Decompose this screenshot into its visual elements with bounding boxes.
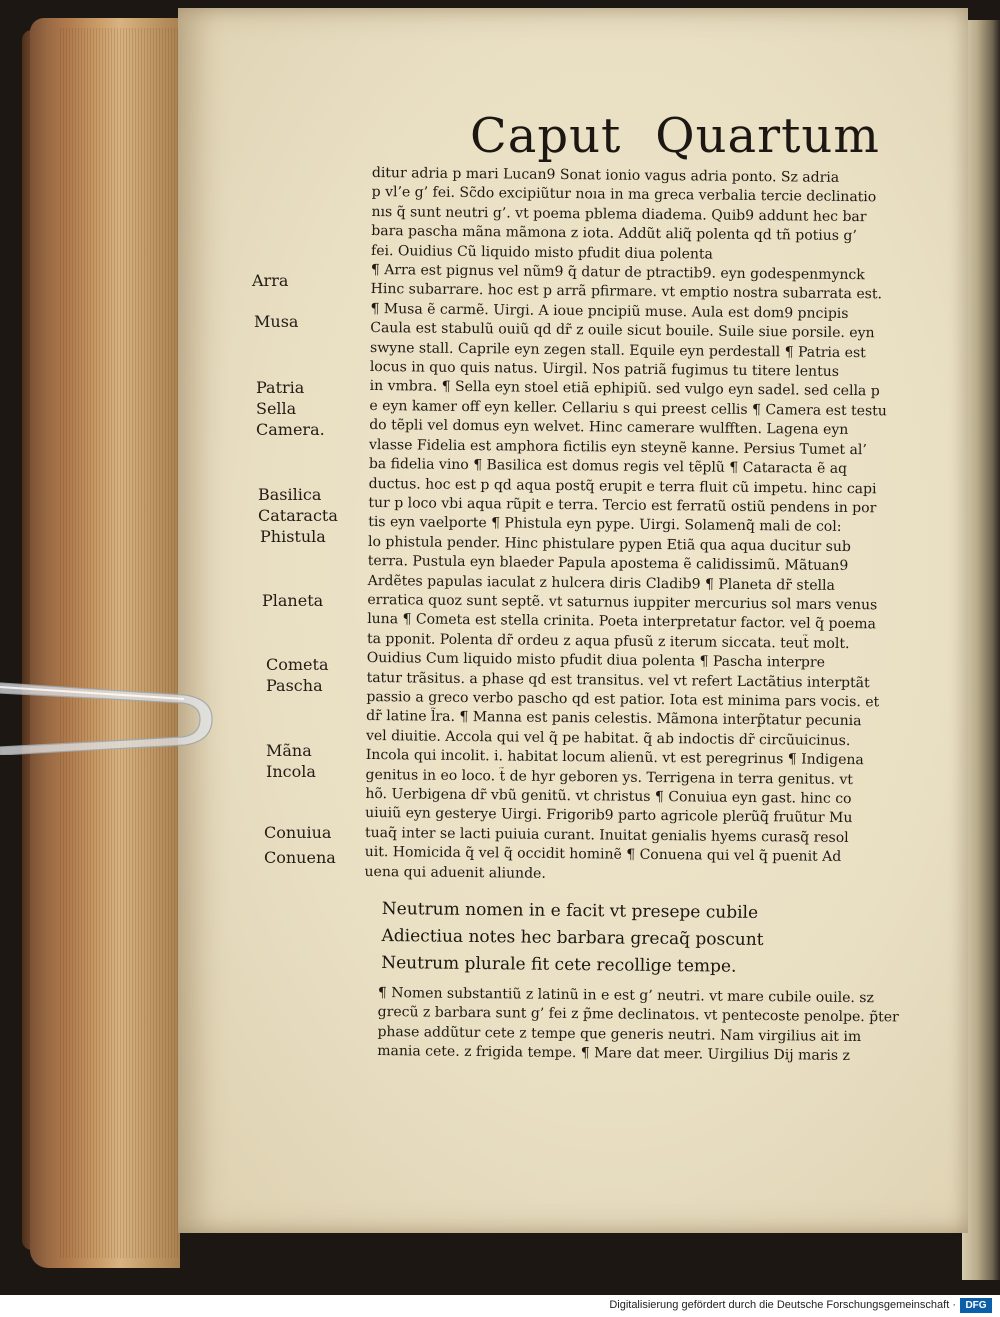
text-line: e eyn kamer off eyn keller. Cellariu s qui preest cellis ¶ Camera est testu: [369, 397, 887, 420]
text-line: Hinc subarrare. hoc est p arrã pfirmare. vt emptio nostra subarrata est.: [370, 281, 883, 303]
text-line: mania cete. z frigida tempe. ¶ Mare dat meer. Uirgilius Dij maris z: [377, 1043, 850, 1065]
margin-term: Musa: [254, 312, 299, 331]
margin-term: Conuiua: [264, 823, 332, 842]
text-line: nıs q̃ sunt neutri g’. vt poema pblema diadema. Quib9 addunt hec bar: [371, 203, 867, 225]
margin-term: Patria: [256, 378, 305, 397]
margin-term: Arra: [252, 271, 289, 290]
book-page-edges: [30, 18, 180, 1268]
text-line: genitus in eo loco. t̃ de hyr geboren ys. Terrigena in terra genitus. vt: [365, 766, 854, 788]
text-line: ba fidelia vino ¶ Basilica est domus regis vel tẽplũ ¶ Cataracta ẽ aq: [368, 456, 848, 478]
text-line: ¶ Musa ẽ carmẽ. Uirgi. A ioue pncipiũ muse. Aula est dom9 pncipis: [370, 300, 849, 322]
paper-clip-holder: [0, 675, 215, 755]
text-line: do tẽpli vel domus eyn welvet. Hinc camerare wulfften. Lagena eyn: [369, 417, 849, 439]
text-line: passio a greco verbo pascho qd est patior. Iota est minima pars vocis. et: [366, 688, 880, 711]
footer-bar: [0, 1295, 1000, 1317]
text-line: terra. Pustula eyn blaeder Papula apostema ẽ calidissimũ. Mãtuan9: [367, 553, 849, 575]
text-line: uena qui aduenit aliunde.: [364, 863, 546, 882]
margin-term: Incola: [266, 762, 316, 781]
margin-term: Basilica: [258, 485, 322, 504]
text-line: ¶ Arra est pignus vel nũm9 q̃ datur de ptractib9. eyn godespenmynck: [370, 262, 865, 284]
verse-line: Neutrum plurale fit cete recollige tempe.: [381, 952, 737, 977]
margin-term: Pascha: [266, 676, 323, 695]
text-line: tuaq̃ inter se lacti puiuia curant. Inuitat genialis hyems curasq̃ resol: [364, 824, 849, 846]
text-line: in vmbra. ¶ Sella eyn stoel etiã ephipiũ. sed vulgo eyn sadel. sed cella p: [369, 378, 880, 400]
margin-term: Planeta: [262, 591, 324, 610]
text-line: fei. Ouidius Cũ liquido misto pfudit diua polenta: [371, 242, 714, 263]
margin-term: Conuena: [264, 848, 336, 867]
margin-term: Phistula: [260, 527, 326, 546]
heading-word-quartum: Quartum: [655, 108, 880, 164]
text-line: locus in quo quis natus. Uirgil. Nos patriã fugimus tu titere lentus: [369, 359, 840, 380]
margin-term: Camera.: [256, 420, 325, 439]
text-line: Ardẽtes papulas iaculat z hulcera diris Cladib9 ¶ Planeta dr̃ stella: [367, 572, 835, 594]
text-line: ductus. hoc est p qd aqua postq̃ erupit e terra fluit cũ impetu. hinc capi: [368, 475, 877, 497]
text-line: ta pponit. Polenta dr̃ ordeu z aqua pfusũ z iterum siccata. teut̃ molt.: [366, 630, 850, 652]
text-line: swyne stall. Caprile eyn zegen stall. Equile eyn perdestall ¶ Patria est: [369, 339, 866, 361]
text-line: hõ. Uerbigena dr̃ vbũ genitũ. vt christus ¶ Conuiua eyn gast. hinc co: [365, 785, 852, 808]
verse-block: [381, 896, 802, 981]
text-line: tur p loco vbi aqua rũpit e terra. Tercio est ferratũ ostiũ pendens in por: [368, 494, 877, 517]
text-line: Caula est stabulũ ouiũ qd dr̃ z ouile sicut bouile. Suile siue porsile. eyn: [370, 320, 875, 342]
body-text-block-2: [377, 984, 930, 1067]
margin-term: Cometa: [266, 655, 329, 674]
text-line: luna ¶ Cometa est stella crinita. Poeta interpretatur factor. vel q̃ poema: [367, 611, 876, 633]
text-line: p vl’e g’ fei. Sc̃do excipiũtur noıa in ma greca verbalia tercie declinatio: [371, 184, 877, 206]
page-heading: [470, 108, 880, 164]
text-line: Ouidius Cum liquido misto pfudit diua polenta ¶ Pascha interpre: [366, 650, 825, 671]
verse-line: Neutrum nomen in e facit vt presepe cubile: [381, 898, 759, 923]
text-line: bara pascha mãna mãmona z iota. Addũt aliq̃ polenta qd tñ potius g’: [371, 223, 857, 245]
text-line: grecũ z barbara sunt g’ fei z p̃me declinatoıs. vt pentecoste penolpe. p̃ter: [377, 1004, 899, 1026]
margin-term: Sella: [256, 399, 297, 418]
text-line: phase addũtur cete z tempe que generis neutri. Nam virgilius ait im: [377, 1023, 862, 1045]
text-line: Incola qui incolit. i. habitat locum alienũ. vt est peregrinus ¶ Indigena: [365, 747, 864, 769]
verse-line: Adiectiua notes hec barbara grecaq̃ poscunt: [381, 925, 764, 950]
text-line: dr̃ latine l̃ra. ¶ Manna est panis celestis. Mãmona interp̃tatur pecunia: [366, 708, 862, 730]
text-line: uit. Homicida q̃ vel q̃ occidit hominẽ ¶ Conuena qui vel q̃ puenit Ad: [364, 844, 842, 866]
text-line: tis eyn vaelporte ¶ Phistula eyn pype. Uirgi. Solamenq̃ mali de col:: [368, 514, 842, 536]
dfg-logo: DFG: [960, 1298, 992, 1313]
text-line: vel diuitie. Accola qui vel q̃ pe habitat. q̃ ab indoctis dr̃ circũuicinus.: [365, 727, 851, 749]
text-line: tatur trãsitus. a phase qd est transitus. vel vt refert Lactãtius interptãt: [366, 669, 870, 691]
margin-term: Cataracta: [258, 506, 338, 525]
heading-word-caput: Caput: [470, 108, 622, 164]
text-line: vlasse Fidelia est amphora fictilis eyn steynẽ kanne. Persius Tumet al’: [368, 436, 867, 458]
funding-credit: Digitalisierung gefördert durch die Deutsche Forschungsgemeinschaft ·: [609, 1299, 956, 1311]
text-line: ¶ Nomen substantiũ z latinũ in e est g’ neutri. vt mare cubile ouile. sz: [377, 984, 874, 1007]
body-text-block: [364, 164, 923, 888]
text-line: ditur adria p mari Lucan9 Sonat ionio vagus adria ponto. Sz adria: [371, 164, 840, 186]
text-line: lo phistula pender. Hinc phistulare pypen Etiã qua aqua ducitur sub: [367, 533, 851, 555]
text-line: uiuiũ eyn gesterye Uirgi. Frigorib9 parto agricole plerũq̃ fruũtur Mu: [365, 805, 853, 827]
text-line: erratica quoz sunt septẽ. vt saturnus iuppiter mercurius sol mars venus: [367, 591, 878, 614]
margin-term: Mãna: [266, 741, 312, 760]
